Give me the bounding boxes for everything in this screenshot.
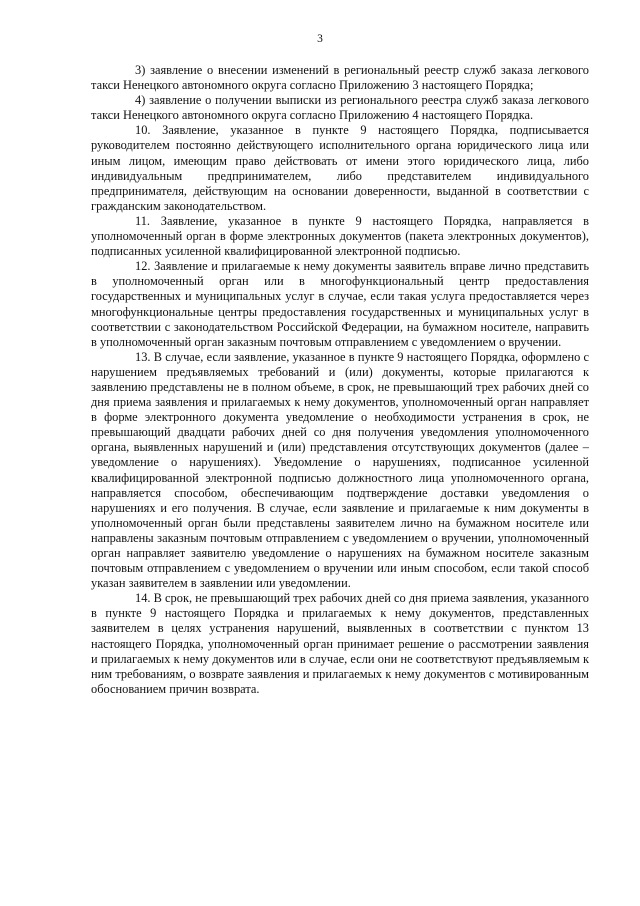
paragraph-14: 14. В срок, не превышающий трех рабочих дней со дня приема заявления, указанного в пункте 9 настоящего Порядка и прилагаемых к нему документов, представленных заявителем в целях устранения нарушений, выявленных в соответствии с пунктом 13 настоящего Порядка, уполномоченный орган принимает решение о рассмотрении заявления и прилагаемых к нему документов или в случае, если они не соответствуют предъявляемым к ним требованиям, о возврате заявления и прилагаемых к нему документов с мотивированным обоснованием причин возврата. [91,591,589,696]
paragraph-item-3: 3) заявление о внесении изменений в региональный реестр служб заказа легкового такси Ненецкого автономного округа согласно Приложению 3 настоящего Порядка; [91,63,589,93]
paragraph-12: 12. Заявление и прилагаемые к нему документы заявитель вправе лично представить в уполномоченный орган или в многофункциональный центр предоставления государственных и муниципальных услуг в случае, если такая услуга предоставляется через многофункциональные центры предоставления государственных и муниципальных услуг в соответствии с законодательством Российской Федерации, на бумажном носителе, направить в уполномоченный орган заказным почтовым отправлением с уведомлением о вручении. [91,259,589,349]
paragraph-item-4: 4) заявление о получении выписки из регионального реестра служб заказа легкового такси Ненецкого автономного округа согласно Приложению 4 настоящего Порядка. [91,93,589,123]
paragraph-13: 13. В случае, если заявление, указанное в пункте 9 настоящего Порядка, оформлено с нарушением предъявляемых требований и (или) документы, которые прилагаются к заявлению представлены не в полном объеме, в срок, не превышающий трех рабочих дней со дня приема заявления и прилагаемых к нему документов, уполномоченный орган направляет в форме электронного документа уведомление о необходимости устранения в срок, не превышающий двадцати рабочих дней со дня получения уведомления уполномоченного органа, выявленных нарушений и (или) представления отсутствующих документов (далее – уведомление о нарушениях). Уведомление о нарушениях, подписанное усиленной квалифицированной электронной подписью должностного лица уполномоченного органа, направляется способом, обеспечивающим подтверждение доставки уведомления о нарушениях и его получения. В случае, если заявление и прилагаемые к ним документы в уполномоченный орган были представлены заявителем лично на бумажном носителе или направлены заказным почтовым отправлением с уведомлением о вручении, уполномоченный орган направляет заявителю уведомление о нарушениях на бумажном носителе заказным почтовым отправлением с уведомлением о вручении или иным способом, если такой способ указан заявителем в заявлении или уведомлении. [91,349,589,591]
document-body [91,63,589,697]
page-number: 3 [317,33,323,45]
paragraph-10: 10. Заявление, указанное в пункте 9 настоящего Порядка, подписывается руководителем постоянно действующего исполнительного органа юридического лица или иным лицом, имеющим право действовать от имени этого юридического лица, либо индивидуальным предпринимателем, либо представителем индивидуального предпринимателя, действующим на основании доверенности, выданной в соответствии с гражданским законодательством. [91,123,589,213]
paragraph-11: 11. Заявление, указанное в пункте 9 настоящего Порядка, направляется в уполномоченный орган в форме электронных документов (пакета электронных документов), подписанных усиленной квалифицированной электронной подписью. [91,213,589,259]
